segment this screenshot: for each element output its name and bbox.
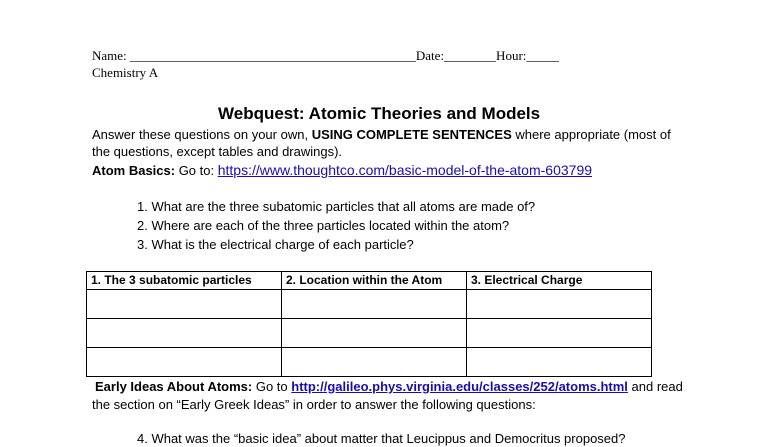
instructions-line-1 bbox=[92, 127, 671, 143]
atom-basics-line bbox=[92, 162, 592, 179]
question-2: 2. Where are each of the three particles located within the atom? bbox=[137, 218, 510, 233]
table-cell[interactable] bbox=[87, 290, 282, 319]
table-row bbox=[87, 348, 652, 377]
table-cell[interactable] bbox=[87, 319, 282, 348]
atom-basics-label: Atom Basics: bbox=[92, 163, 176, 178]
atom-basics-goto: Go to: bbox=[175, 163, 218, 178]
course-label: Chemistry A bbox=[92, 65, 159, 80]
header-particles: 1. The 3 subatomic particles bbox=[87, 272, 282, 290]
instructions-text-end: where appropriate (most of bbox=[511, 127, 671, 142]
table-row bbox=[87, 319, 652, 348]
instructions-line-2: the questions, except tables and drawings). bbox=[92, 144, 343, 159]
table-header-row bbox=[87, 272, 652, 290]
question-list bbox=[137, 199, 535, 256]
early-ideas-line-2: the section on “Early Greek Ideas” in order to answer the following questions: bbox=[92, 397, 536, 412]
atom-basics-link[interactable]: https://www.thoughtco.com/basic-model-of-the-atom-603799 bbox=[217, 162, 593, 178]
table-cell[interactable] bbox=[282, 319, 467, 348]
early-ideas-label: Early Ideas About Atoms: bbox=[95, 379, 253, 394]
table-cell[interactable] bbox=[282, 348, 467, 377]
particle-table bbox=[86, 271, 652, 377]
header-location: 2. Location within the Atom bbox=[282, 272, 467, 290]
question-1: 1. What are the three subatomic particles that all atoms are made of? bbox=[137, 199, 536, 214]
header-charge: 3. Electrical Charge bbox=[467, 272, 652, 290]
table-cell[interactable] bbox=[467, 348, 652, 377]
early-ideas-line-1 bbox=[95, 379, 683, 395]
early-ideas-goto: Go to bbox=[252, 379, 292, 394]
table-cell[interactable] bbox=[87, 348, 282, 377]
table-cell[interactable] bbox=[282, 290, 467, 319]
question-3: 3. What is the electrical charge of each particle? bbox=[137, 237, 414, 252]
instructions-text: Answer these questions on your own, bbox=[92, 127, 312, 142]
page-title: Webquest: Atomic Theories and Models bbox=[218, 104, 541, 123]
name-date-hour-line: Name: ____________________________________________Date:________Hour:_____ bbox=[92, 48, 559, 63]
instructions-emphasis: USING COMPLETE SENTENCES bbox=[311, 127, 512, 142]
table-row bbox=[87, 290, 652, 319]
question-4: 4. What was the “basic idea” about matter that Leucippus and Democritus proposed? bbox=[137, 431, 626, 446]
table-cell[interactable] bbox=[467, 290, 652, 319]
early-ideas-link[interactable]: http://galileo.phys.virginia.edu/classes/252/atoms.html bbox=[291, 379, 628, 394]
table-cell[interactable] bbox=[467, 319, 652, 348]
early-ideas-read: and read bbox=[627, 379, 683, 394]
